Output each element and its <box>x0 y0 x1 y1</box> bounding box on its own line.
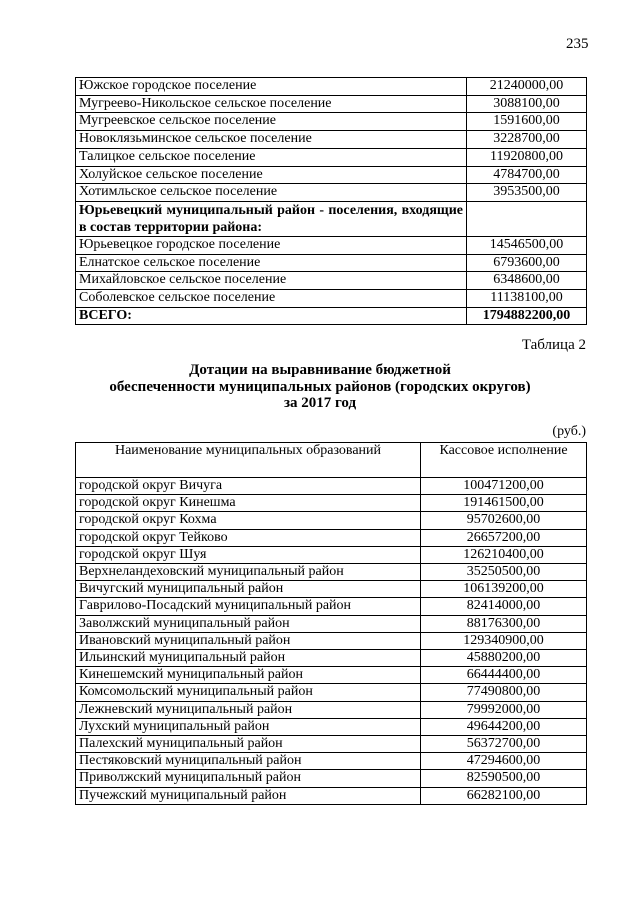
row-value: 6348600,00 <box>467 272 587 290</box>
table-row <box>76 684 587 701</box>
row-name: городской округ Вичуга <box>76 478 421 495</box>
table-row <box>76 787 587 804</box>
row-value: 3953500,00 <box>467 184 587 202</box>
row-value: 21240000,00 <box>467 78 587 96</box>
row-name: Пучежский муниципальный район <box>76 787 421 804</box>
table-row <box>76 615 587 632</box>
table-row <box>76 701 587 718</box>
row-value: 14546500,00 <box>467 236 587 254</box>
row-name: Пестяковский муниципальный район <box>76 753 421 770</box>
table-row <box>76 254 587 272</box>
row-name: Талицкое сельское поселение <box>76 148 467 166</box>
row-value: 3228700,00 <box>467 131 587 149</box>
table-row <box>76 564 587 581</box>
total-row <box>76 307 587 325</box>
table-caption: Таблица 2 <box>521 337 586 353</box>
table-row <box>76 667 587 684</box>
row-value: 26657200,00 <box>421 529 587 546</box>
table-row <box>76 478 587 495</box>
row-name: Лухский муниципальный район <box>76 718 421 735</box>
row-name: Мугреевское сельское поселение <box>76 113 467 131</box>
row-value: 6793600,00 <box>467 254 587 272</box>
total-value: 1794882200,00 <box>467 307 587 325</box>
row-name: Приволжский муниципальный район <box>76 770 421 787</box>
row-value: 77490800,00 <box>421 684 587 701</box>
table-row <box>76 290 587 308</box>
unit-label: (руб.) <box>552 424 586 439</box>
row-value: 4784700,00 <box>467 166 587 184</box>
table-row <box>76 166 587 184</box>
row-value: 79992000,00 <box>421 701 587 718</box>
row-value: 11138100,00 <box>467 290 587 308</box>
row-name: городской округ Кохма <box>76 512 421 529</box>
title-line: за 2017 год <box>283 395 357 411</box>
group-heading-row <box>76 201 587 236</box>
header-row <box>76 443 587 478</box>
row-name: Заволжский муниципальный район <box>76 615 421 632</box>
row-name: Вичугский муниципальный район <box>76 581 421 598</box>
row-value: 45880200,00 <box>421 650 587 667</box>
row-name: Мугреево-Никольское сельское поселение <box>76 95 467 113</box>
table-row <box>76 148 587 166</box>
table-row <box>76 78 587 96</box>
header-value: Кассовое исполнение <box>421 443 587 478</box>
row-name: Кинешемский муниципальный район <box>76 667 421 684</box>
header-name: Наименование муниципальных образований <box>76 443 421 478</box>
table-row <box>76 512 587 529</box>
table-title <box>0 362 640 412</box>
row-value: 66282100,00 <box>421 787 587 804</box>
table-row <box>76 272 587 290</box>
row-name: Комсомольский муниципальный район <box>76 684 421 701</box>
row-name: Палехский муниципальный район <box>76 736 421 753</box>
table-row <box>76 581 587 598</box>
row-name: городской округ Шуя <box>76 546 421 563</box>
row-name: Ильинский муниципальный район <box>76 650 421 667</box>
row-value: 47294600,00 <box>421 753 587 770</box>
table-row <box>76 650 587 667</box>
row-name: Михайловское сельское поселение <box>76 272 467 290</box>
row-name: Соболевское сельское поселение <box>76 290 467 308</box>
row-value: 35250500,00 <box>421 564 587 581</box>
table-row <box>76 736 587 753</box>
row-value: 11920800,00 <box>467 148 587 166</box>
table-row <box>76 131 587 149</box>
row-name: Верхнеландеховский муниципальный район <box>76 564 421 581</box>
table-row <box>76 95 587 113</box>
group-heading: Юрьевецкий муниципальный район - поселения, входящие в состав территории района: <box>76 201 467 236</box>
settlements-table <box>75 77 587 325</box>
row-name: Южское городское поселение <box>76 78 467 96</box>
table-row <box>76 770 587 787</box>
row-name: Гаврилово-Посадский муниципальный район <box>76 598 421 615</box>
row-value: 82590500,00 <box>421 770 587 787</box>
total-label: ВСЕГО: <box>76 307 467 325</box>
table-row <box>76 632 587 649</box>
row-value: 88176300,00 <box>421 615 587 632</box>
row-value: 129340900,00 <box>421 632 587 649</box>
table-row <box>76 598 587 615</box>
table-row <box>76 113 587 131</box>
table-row <box>76 546 587 563</box>
row-value: 95702600,00 <box>421 512 587 529</box>
row-name: Елнатское сельское поселение <box>76 254 467 272</box>
title-line: обеспеченности муниципальных районов (городских округов) <box>109 378 531 395</box>
row-name: городской округ Тейково <box>76 529 421 546</box>
row-value: 106139200,00 <box>421 581 587 598</box>
row-name: Хотимльское сельское поселение <box>76 184 467 202</box>
row-value: 82414000,00 <box>421 598 587 615</box>
table-row <box>76 529 587 546</box>
table-row <box>76 184 587 202</box>
page-number: 235 <box>566 36 589 52</box>
row-value: 1591600,00 <box>467 113 587 131</box>
row-name: Юрьевецкое городское поселение <box>76 236 467 254</box>
row-name: Новоклязьминское сельское поселение <box>76 131 467 149</box>
subsidies-table <box>75 442 587 805</box>
row-value: 3088100,00 <box>467 95 587 113</box>
row-value: 66444400,00 <box>421 667 587 684</box>
row-value: 56372700,00 <box>421 736 587 753</box>
row-name: городской округ Кинешма <box>76 495 421 512</box>
table-row <box>76 236 587 254</box>
row-name: Лежневский муниципальный район <box>76 701 421 718</box>
row-value: 100471200,00 <box>421 478 587 495</box>
row-value: 191461500,00 <box>421 495 587 512</box>
row-value: 126210400,00 <box>421 546 587 563</box>
table-row <box>76 495 587 512</box>
row-name: Холуйское сельское поселение <box>76 166 467 184</box>
row-name: Ивановский муниципальный район <box>76 632 421 649</box>
table-row <box>76 718 587 735</box>
row-value: 49644200,00 <box>421 718 587 735</box>
table-row <box>76 753 587 770</box>
title-line: Дотации на выравнивание бюджетной <box>189 362 451 378</box>
